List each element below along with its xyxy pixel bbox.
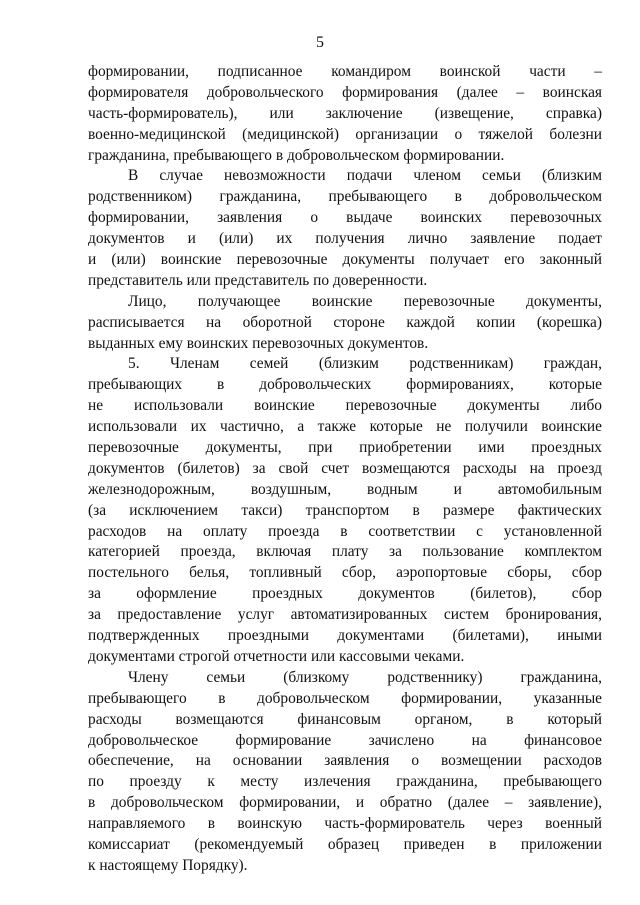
text-line: железнодорожным, воздушным, водным и автомобильным <box>88 480 602 498</box>
text-line: 5. Членам семей (близким родственникам) граждан, <box>128 355 602 373</box>
text-line: расписывается на оборотной стороне каждой копии (корешка) <box>88 313 602 331</box>
text-line: категорией проезда, включая плату за пользование комплектом <box>88 543 602 561</box>
document-body <box>88 62 602 877</box>
text-line: обеспечение, на основании заявления о возмещении расходов <box>88 752 602 770</box>
text-line: перевозочные документы, при приобретении ими проездных <box>88 439 602 457</box>
text-line: пребывающего в добровольческом формировании, указанные <box>88 689 602 707</box>
text-line: военно-медицинской (медицинской) организации о тяжелой болезни <box>88 125 602 143</box>
paragraph-p3 <box>88 292 602 355</box>
text-line: (за исключением такси) транспортом в размере фактических <box>88 501 602 519</box>
paragraph-p4 <box>88 354 602 667</box>
text-line: за оформление проездных документов (билетов), сбор <box>88 585 602 603</box>
text-line: не использовали воинские перевозочные документы либо <box>88 397 602 415</box>
text-line: документами строгой отчетности или кассовыми чеками. <box>88 647 465 665</box>
text-line: формирователя добровольческого формирования (далее – воинская <box>88 83 602 101</box>
text-line: родственником) гражданина, пребывающего в добровольческом <box>88 188 602 206</box>
text-line: Лицо, получающее воинские перевозочные документы, <box>128 292 602 310</box>
text-line: направляемого в воинскую часть-формирователь через военный <box>88 815 602 833</box>
text-line: к настоящему Порядку). <box>88 856 248 874</box>
text-line: в добровольческом формировании, и обратно (далее – заявление), <box>88 794 602 812</box>
page-number: 5 <box>316 34 324 51</box>
text-line: расходы возмещаются финансовым органом, в который <box>88 710 602 728</box>
text-line: использовали их частично, а также которые не получили воинские <box>88 418 602 436</box>
text-line: документов и (или) их получения лично заявление подает <box>88 230 602 248</box>
text-line: документов (билетов) за свой счет возмещаются расходы на проезд <box>88 459 602 477</box>
text-line: Члену семьи (близкому родственнику) гражданина, <box>128 668 602 686</box>
text-line: часть-формирователь), или заключение (извещение, справка) <box>88 104 602 122</box>
text-line: расходов на оплату проезда в соответствии с установленной <box>88 522 602 540</box>
text-line: добровольческое формирование зачислено на финансовое <box>88 731 602 749</box>
text-line: В случае невозможности подачи членом семьи (близким <box>128 167 602 185</box>
paragraph-p1 <box>88 62 602 166</box>
text-line: постельного белья, топливный сбор, аэропортовые сборы, сбор <box>88 564 602 582</box>
text-line: формировании, заявления о выдаче воинских перевозочных <box>88 209 602 227</box>
text-line: за предоставление услуг автоматизированных систем бронирования, <box>88 606 602 624</box>
text-line: гражданина, пребывающего в добровольческом формировании. <box>88 146 505 164</box>
text-line: формировании, подписанное командиром воинской части – <box>88 63 602 80</box>
text-line: подтвержденных проездными документами (билетами), иными <box>88 627 602 645</box>
text-line: выданных ему воинских перевозочных документов. <box>88 334 429 352</box>
paragraph-p5 <box>88 668 602 877</box>
text-line: и (или) воинские перевозочные документы получает его законный <box>88 251 602 269</box>
text-line: представитель или представитель по доверенности. <box>88 271 428 289</box>
paragraph-p2 <box>88 166 602 291</box>
text-line: комиссариат (рекомендуемый образец приведен в приложении <box>88 835 602 853</box>
text-line: пребывающих в добровольческих формированиях, которые <box>88 376 602 394</box>
text-line: по проезду к месту излечения гражданина, пребывающего <box>88 773 602 791</box>
